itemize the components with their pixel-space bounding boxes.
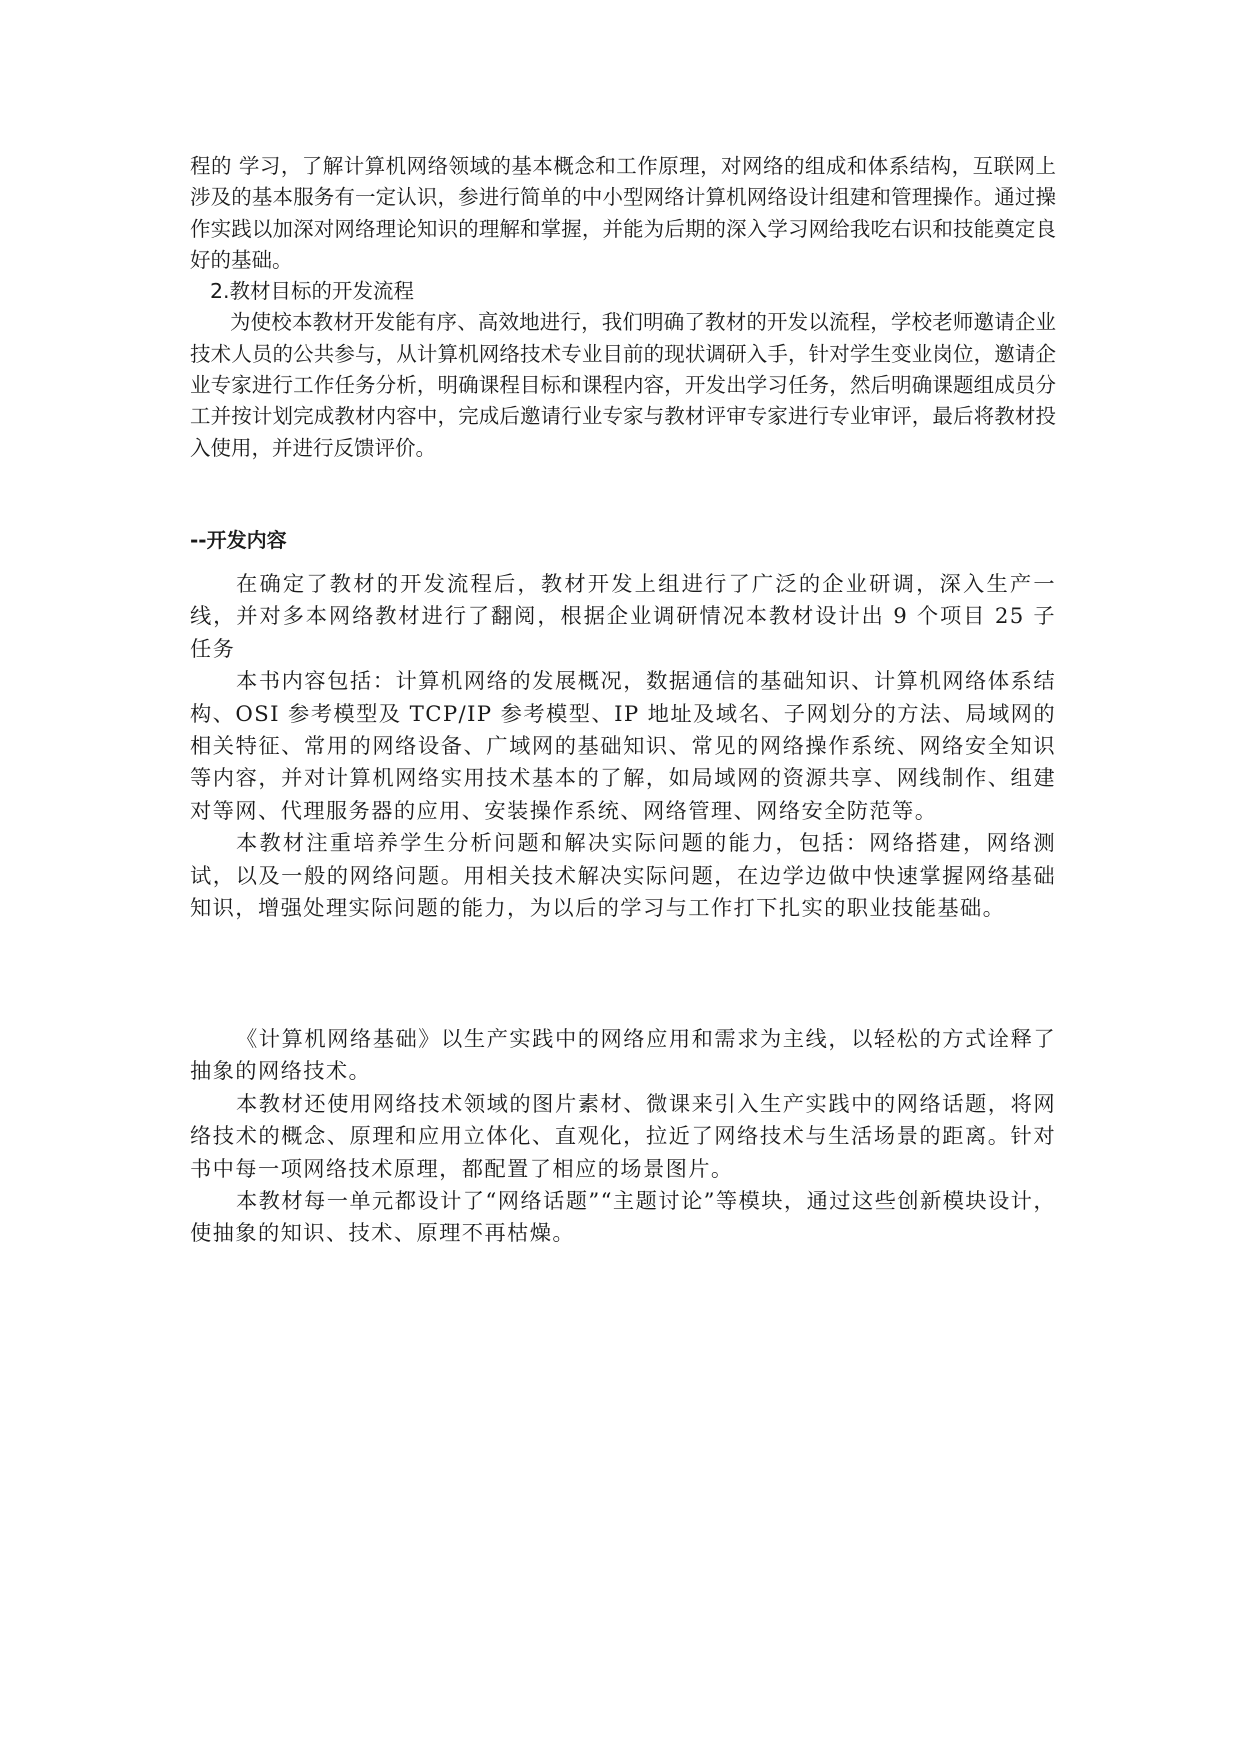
section-paragraph-4: 《计算机网络基础》以生产实践中的网络应用和需求为主线，以轻松的方式诠释了抽象的网络技术。 <box>190 1027 1056 1085</box>
section-paragraph-3: 本教材注重培养学生分析问题和解决实际问题的能力，包括：网络搭建，网络测试，以及一般的网络问题。用相关技术解决实际问题，在边学边做中快速掌握网络基础知识，增强处理实际问题的能力，为以后的学习与工作打下扎实的职业技能基础。 <box>190 831 1056 922</box>
section-title-block <box>190 525 1056 555</box>
intro-paragraph-2: 为使校本教材开发能有序、高效地进行，我们明确了教材的开发以流程，学校老师邀请企业技术人员的公共参与，从计算机网络技术专业目前的现状调研入手，针对学生变业岗位，邀请企业专家进行工作任务分析，明确课程目标和课程内容，开发出学习任务，然后明确课题组成员分工并按计划完成教材内容中，完成后邀请行业专家与教材评审专家进行专业审评，最后将教材投入使用，并进行反馈评价。 <box>190 310 1056 460</box>
section-title: --开发内容 <box>190 528 287 552</box>
intro-block <box>190 151 1056 464</box>
section-paragraph-2: 本书内容包括：计算机网络的发展概况，数据通信的基础知识、计算机网络体系结构、OSI 参考模型及 TCP/IP 参考模型、IP 地址及域名、子网划分的方法、局域网的相关特征、常用的网络设备、广域网的基础知识、常见的网络操作系统、网络安全知识等内容，并对计算机网络实用技术基本的了解，如局域网的资源共享、网线制作、组建对等网、代理服务器的应用、安装操作系统、网络管理、网络安全防范等。 <box>190 669 1056 824</box>
section-paragraph-5: 本教材还使用网络技术领域的图片素材、微课来引入生产实践中的网络话题，将网络技术的概念、原理和应用立体化、直观化，拉近了网络技术与生活场景的距离。针对书中每一项网络技术原理，都配置了相应的场景图片。 <box>190 1091 1056 1182</box>
section-body-block <box>190 569 1056 925</box>
subheading-development-process: 2.教材目标的开发流程 <box>210 279 415 304</box>
section-paragraph-1: 在确定了教材的开发流程后，教材开发上组进行了广泛的企业研调，深入生产一线，并对多本网络教材进行了翻阅，根据企业调研情况本教材设计出 9 个项目 25 子任务 <box>190 572 1056 662</box>
section-body-block-2 <box>190 1024 1056 1251</box>
section-paragraph-6: 本教材每一单元都设计了“网络话题”“主题讨论”等模块，通过这些创新模块设计，使抽象的知识、技术、原理不再枯燥。 <box>190 1189 1056 1247</box>
intro-paragraph-1: 程的 学习，了解计算机网络领域的基本概念和工作原理，对网络的组成和体系结构，互联网上涉及的基本服务有一定认识，参进行简单的中小型网络计算机网络设计组建和管理操作。通过操作实践以加深对网络理论知识的理解和掌握，并能为后期的深入学习网给我吃右识和技能奠定良好的基础。 <box>190 154 1056 272</box>
